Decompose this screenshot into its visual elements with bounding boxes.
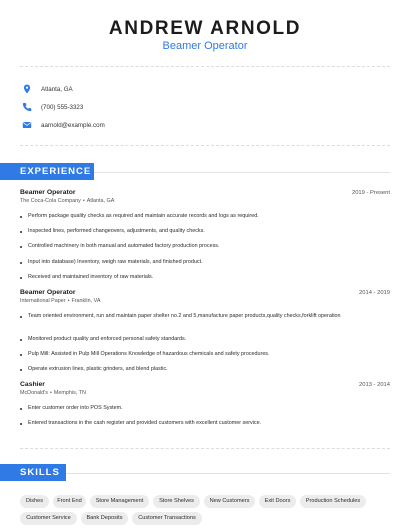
job-bullet: Pulp Mill: Assisted in Pulp Mill Operations Knowledge of hazardous chemicals and safety procedures. (20, 351, 350, 359)
job-bullet: Input into database) Inventory, weigh raw materials, and finished product. (20, 259, 350, 267)
job-bullet: Entered transactions in the cash register and provided customers with excellent customer service. (20, 420, 350, 428)
contact-email (22, 118, 105, 132)
location-text: Atlanta, GA (41, 85, 73, 93)
job-bullet: Received and maintained inventory of raw materials. (20, 274, 350, 282)
skill-chip: Dishes (20, 495, 49, 508)
contact-phone (22, 100, 83, 114)
job-entry: Beamer Operator 2014 - 2019 International Paper • Franklin, VA (20, 289, 390, 304)
job-company: International Paper (20, 298, 66, 304)
skill-chip: Store Management (90, 495, 149, 508)
skills-heading: SKILLS (0, 464, 66, 481)
skill-chip: Store Shelves (153, 495, 200, 508)
contact-divider (20, 145, 390, 146)
job-entry: Cashier 2013 - 2014 McDonald's • Memphis, TN (20, 381, 390, 396)
job-location: Memphis, TN (53, 390, 86, 396)
job-location: Atlanta, GA (86, 198, 115, 204)
experience-heading: EXPERIENCE (0, 163, 94, 180)
job-location: Franklin, VA (71, 298, 101, 304)
mail-icon (22, 120, 32, 130)
location-pin-icon (22, 84, 32, 94)
job-company: McDonald's (20, 390, 48, 396)
header-divider (20, 66, 390, 67)
job-bullet: Controlled machinery in both manual and automated factory production process. (20, 243, 350, 251)
skill-chip: Production Schedules (300, 495, 366, 508)
job-entry: Beamer Operator 2019 - Present The Coca-Cola Company • Atlanta, GA (20, 189, 390, 204)
experience-rule (94, 172, 390, 173)
job-title: Cashier (20, 381, 45, 388)
email-text: aarnold@example.com (41, 121, 105, 129)
job-bullet: Perform package quality checks as required and maintain accurate records and logs as required. (20, 213, 350, 221)
job-title: Beamer Operator (20, 289, 76, 296)
candidate-name: ANDREW ARNOLD (108, 18, 302, 39)
job-bullet: Inspected lines, performed changeovers, adjustments, and quality checks. (20, 228, 350, 236)
job-bullet: Enter customer order into POS System. (20, 405, 350, 413)
phone-icon (22, 102, 32, 112)
job-dates: 2013 - 2014 (359, 382, 390, 388)
job-dates: 2019 - Present (351, 190, 390, 196)
skill-chip: Front End (53, 495, 86, 508)
skill-chip: Customer Transactions (132, 512, 202, 525)
skill-chip: Bank Deposits (81, 512, 128, 525)
candidate-title: Beamer Operator (162, 40, 248, 52)
skills-rule (66, 473, 390, 474)
job-bullet: Monitored product quality and enforced personal safety standards. (20, 336, 350, 344)
job-title: Beamer Operator (20, 189, 76, 196)
skill-chip: Exit Doors (259, 495, 296, 508)
skill-chip: Customer Service (20, 512, 77, 525)
job-company: The Coca-Cola Company (20, 198, 81, 204)
job-dates: 2014 - 2019 (359, 290, 390, 296)
job-bullet: Team oriented environment, run and maintain paper shelter no.2 and 5,manufacture paper products,quality checks,forklift operation (20, 313, 350, 321)
experience-divider (20, 448, 390, 449)
phone-text: (700) 555-3323 (41, 103, 84, 111)
job-bullet: Operate extrusion lines, plastic grinders, and blend plastic. (20, 366, 350, 374)
skill-chip: New Customers (204, 495, 255, 508)
contact-location (22, 82, 73, 96)
